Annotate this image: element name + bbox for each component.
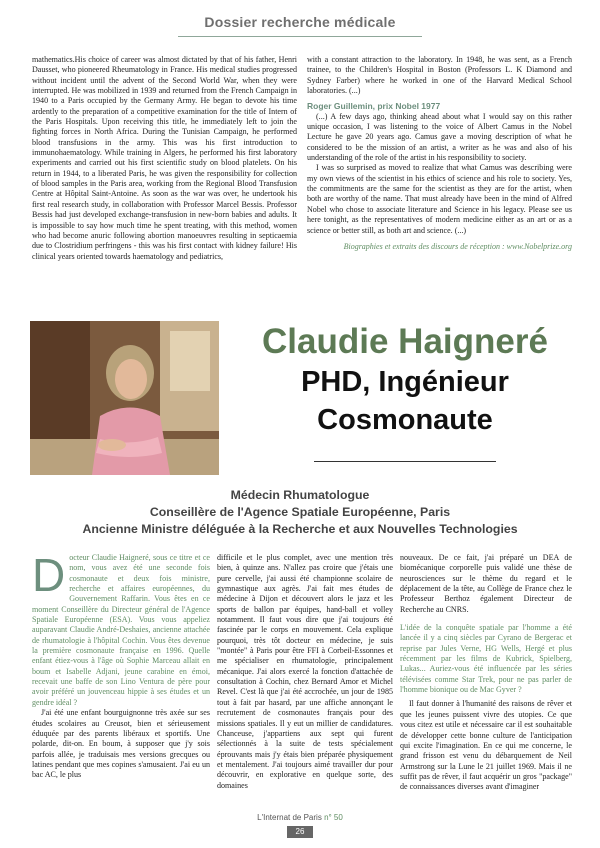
answer-2: Il faut donner à l'humanité des raisons de rêver et que les jeunes puissent vivre des utopies. Ce que vous citez est utile et nécessaire car il est souhaitable de développer cette bonne culture de l'anticipation qui excite l'imagination. En ce qui me concerne, le grand frisson est venu du débarquement de Neil Armstrong sur la Lune le 21 juillet 1969. Mais il ne suffit pas de rêver, il faut acquérir un gros "package" de connaissances diverses avant d'imaginer [400,699,572,792]
issue-number: n° 50 [324,813,343,822]
role-line-1: Médecin Rhumatologue [230,488,370,502]
section-header: Dossier recherche médicale [204,14,396,30]
subtitle-line-1: PHD, Ingénieur [301,366,509,398]
title-divider [314,461,496,462]
answer-1: J'ai été une enfant bourguignonne très axée sur ses études scolaires au Creusot, bien et sérieusement éduquée par des parents libéraux et sportifs. Une polarde, dit-on. En boum, à supposer que j'y sois parfois allée, je traduisais mes versions grecques ou latines pendant que mes copines s'amusaient. J'ai eu un bac AC, le plus [32,708,210,780]
role-line-2: Conseillère de l'Agence Spatiale Européenne, Paris [149,505,451,519]
question-2: L'idée de la conquête spatiale par l'homme a été lancée il y a cinq siècles par Cyrano de Bergerac et reprise par Jules Verne, HG Wells, Hergé et plus récemment par les films de Kubrick, Spielberg, Lukas... Auriez-vous été influencée par les séries télévisées comme Star Trek, pour ne pas parler de l'homme bionique ou de Mac Gyver ? [400,623,572,695]
source-credit: Biographies et extraits des discours de réception : www.Nobelprize.org [343,241,572,251]
top-right-column [307,55,572,252]
portrait-photo [30,321,219,475]
subtitle-line-2: Cosmonaute [317,404,493,436]
quote-paragraph-1: (...) A few days ago, thinking ahead about what I would say on this rather unique occasion, I was listening to the voice of Albert Camus in the Nobel Lecture he gave 20 years ago. Camus gave a moving description of what he considered to be the mission of an artist, a writer as he was and also of his understanding of the role of the artist in his responsibility to society. [307,111,572,163]
interview-column-1 [32,549,210,781]
header-divider [178,36,422,37]
portrait-illustration [30,321,219,475]
quote-title: Roger Guillemin, prix Nobel 1977 [307,101,441,112]
journal-name: L'Internat de Paris [257,813,322,822]
drop-cap: D [32,549,66,601]
interview-column-2 [217,553,393,791]
answer-1-end: nouveaux. De ce fait, j'ai préparé un DEA de biomécanique corporelle puis validé une thèse de neurosciences sur le thème du regard et le déplacement de la tête, au Collège de France chez le Professeur Berthoz également Directeur de Recherche au CNRS. [400,553,572,614]
biography-text: mathematics.His choice of career was almost dictated by that of his father, Henri Dausset, who pioneered Rheumatology in France. His medical studies progressed without incident until the advent of the Second World War, when they were interrupted. He was mobilized in 1939 and returned from the French Campaign in 1940 to a Paris occupied by the Germany Army. He began to devote his time ardently to the preparation of a competitive examination for the title of Intern of the Paris Hospitals. Upon receiving this title, he immediately left to join the fighting forces in North Africa. During the Tunisian Campaign, he performed blood transfusions in the army. This was his first introduction to immunohaematology. While training in Algers, he performed his first laboratory experiments and carried out his first scientific study on blood platelets. On his return in 1944, to a liberated Paris, he was given the responsibility for collection of blood samples in the Paris area, working from the Regional Blood Transfusion Centre at Hôpital Saint-Antoine. As soon as the war was over, he undertook his first real research study, in collaboration with Professor Marcel Bessis. Professor Bessis had just developed exchange-transfusion in new-born babies and adults. It is impossible to say how much time he spent treating, with this method, women who had become anuric following abortion manoeuvres resulting in septicaemia due to Clostridium perfringens - this was his first contact with kidney failure! His clinical years oriented towards haematology and pediatrics, [32,55,297,261]
person-name: Claudie Haigneré [262,322,548,361]
quote-paragraph-2: I was so surprised as moved to realize that what Camus was describing were my own views of the scientist in his ethics of science and his role to society. Yes, the commitments are the same for the scientist as they are for the artist, when both are worthy of the name. That must already have been in the mind of Alfred Nobel who chose to associate literature and Science in his legacy. Please see us here tonight, as the representatives of modern medicine either as an art or as a science or better still, as both art and science. (...) [307,163,572,235]
biography-text-cont: with a constant attraction to the laboratory. In 1948, he was sent, as a French trainee, to the Children's Hospital in Boston (Professors L. K Diamond and Sydney Farber) where he worked in one of the Harvard Medical School laboratories. (...) [307,55,572,96]
interview-column-3 [400,553,572,793]
question-1: octeur Claudie Haigneré, sous ce titre et ce nom, vous avez été une seconde fois cosmonaute et deux fois ministre, recherche et affaires européennes, du Gouvernement Raffarin. Vous êtes en ce moment Conseillère du Directeur général de l'Agence Spatiale Européenne (ESA). Vous vous appeliez auparavant Claudie André-Deshaies, ancienne attachée de rhumatologie à l'hôpital Cochin. Vous êtes devenue la première cosmonaute française en 1996. Quelle enfant étiez-vous à l'âge où Sophie Marceau allait en boum et Isabelle Adjani, jeune carabine en émoi, recevait une baffe de son Lino Ventura de père pour avoir préféré un jouvenceau hippie à ses études et un gendre idéal ? [32,553,210,707]
journal-footer [0,813,600,822]
page-number: 26 [287,826,313,838]
role-line-3: Ancienne Ministre déléguée à la Recherche et aux Nouvelles Technologies [82,522,518,536]
answer-1-cont: difficile et le plus complet, avec une mention très bien, à quinze ans. N'allez pas croire que j'étais une pure cervelle, j'ai aussi été championne scolaire de gymnastique aux agrès. J'ai fait mes études de médecine à Dijon et découvert alors le jazz et les sports de ballon par équipes, hand-ball et volley notamment. Il faut vous dire que j'ai toujours été fascinée par le corps en mouvement. Cela explique pourquoi, très tôt docteur en médecine, je suis "montée" à Paris pour être FFI à Corbeil-Essonnes et me spécialiser en rhumatologie, principalement mécanique. J'ai alors exercé la fonction d'attachée de consultation à Cochin, chez Bernard Amor et Michel Revel. C'est là que j'ai été accrochée, un jour de 1985 tout à fait par hasard, par une affiche annonçant le recrutement de cosmonautes français pour des missions spatiales. Il y eut un millier de candidatures. Chanceuse, j'appartiens aux sept qui furent sélectionnés à la suite de tests spécialement éprouvants mais j'y étais bien préparée physiquement et mentalement. J'ai toujours aimé travailler dur pour découvrir, en explorative en quelque sorte, des domaines [217,553,393,790]
top-left-column [32,55,297,262]
